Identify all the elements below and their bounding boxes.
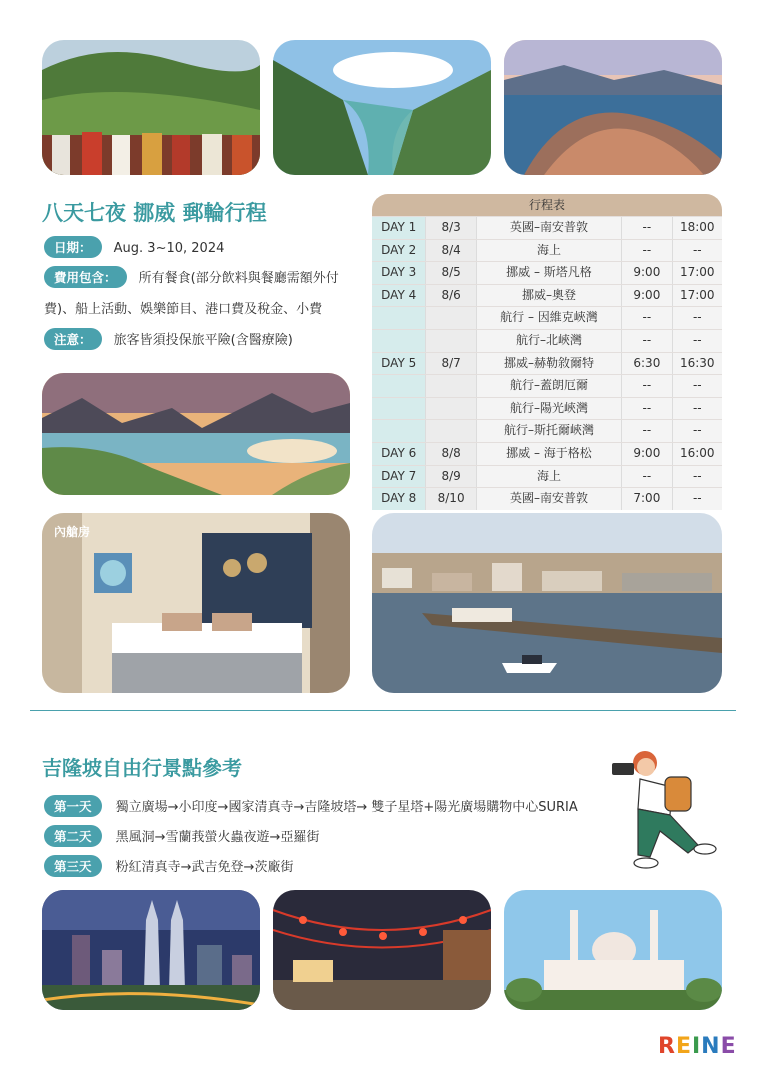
departure-time-cell: 17:00 <box>672 262 722 284</box>
table-row <box>372 374 722 397</box>
date-cell: 8/7 <box>425 353 475 375</box>
photo-stavanger-harbor <box>372 513 722 693</box>
fee-value-line2: 費)、船上活動、娛樂節目、港口費及稅金、小費 <box>44 302 323 317</box>
table-row <box>372 487 722 510</box>
day-cell <box>372 398 425 420</box>
destination-cell: 海上 <box>476 466 621 488</box>
itinerary-table <box>372 194 722 510</box>
logo-letter: E <box>720 1034 737 1059</box>
table-row <box>372 419 722 442</box>
photographer-illustration <box>610 745 720 875</box>
destination-cell: 英國–南安普敦 <box>476 217 621 239</box>
itinerary-header: 行程表 <box>372 194 722 216</box>
day-cell: DAY 5 <box>372 353 425 375</box>
photo-bergen-houses <box>42 40 260 175</box>
photo-fjord <box>273 40 491 175</box>
destination-cell: 挪威 – 海于格松 <box>476 443 621 465</box>
destination-cell: 航行–陽光峽灣 <box>476 398 621 420</box>
day3-text: 粉紅清真寺→武吉免登→茨廠街 <box>115 860 294 875</box>
day-cell <box>372 307 425 329</box>
table-row <box>372 329 722 352</box>
day-cell: DAY 8 <box>372 488 425 510</box>
table-row <box>372 239 722 262</box>
kl-title: 吉隆坡自由行景點參考 <box>42 756 242 780</box>
norway-cruise-title: 八天七夜 挪威 郵輪行程 <box>42 201 267 225</box>
destination-cell: 挪威–赫勒敘爾特 <box>476 353 621 375</box>
photo-alesund <box>504 40 722 175</box>
arrival-time-cell: -- <box>621 420 671 442</box>
date-cell: 8/8 <box>425 443 475 465</box>
table-row <box>372 352 722 375</box>
day1-text: 獨立廣場→小印度→國家清真寺→吉隆坡塔→ 雙子星塔+陽光廣場購物中心SURIA <box>115 800 578 815</box>
arrival-time-cell: -- <box>621 398 671 420</box>
table-row <box>372 284 722 307</box>
date-info <box>44 236 224 258</box>
table-row <box>372 216 722 239</box>
arrival-time-cell: 9:00 <box>621 285 671 307</box>
day-cell: DAY 7 <box>372 466 425 488</box>
fee-info-cont <box>44 298 322 317</box>
table-row <box>372 397 722 420</box>
arrival-time-cell: -- <box>621 240 671 262</box>
kl-day-3 <box>44 855 293 877</box>
fee-label: 費用包含： <box>44 266 127 288</box>
day2-text: 黑風洞→雪蘭莪螢火蟲夜遊→亞羅街 <box>115 830 320 845</box>
destination-cell: 航行–蓋朗厄爾 <box>476 375 621 397</box>
date-cell: 8/9 <box>425 466 475 488</box>
fee-info <box>44 266 339 288</box>
departure-time-cell: -- <box>672 488 722 510</box>
date-cell <box>425 307 475 329</box>
departure-time-cell: -- <box>672 240 722 262</box>
date-label: 日期： <box>44 236 102 258</box>
photo-kl-skyline <box>42 890 260 1010</box>
day1-label: 第一天 <box>44 795 102 817</box>
photo-jalan-alor <box>273 890 491 1010</box>
date-value: Aug. 3~10, 2024 <box>113 241 225 256</box>
day2-label: 第二天 <box>44 825 102 847</box>
arrival-time-cell: 7:00 <box>621 488 671 510</box>
day3-label: 第三天 <box>44 855 102 877</box>
departure-time-cell: -- <box>672 398 722 420</box>
date-cell <box>425 375 475 397</box>
note-label: 注意： <box>44 328 102 350</box>
logo-letter: I <box>691 1034 702 1059</box>
departure-time-cell: -- <box>672 466 722 488</box>
destination-cell: 挪威–奧登 <box>476 285 621 307</box>
day-cell: DAY 3 <box>372 262 425 284</box>
date-cell: 8/6 <box>425 285 475 307</box>
logo-letter: E <box>675 1034 692 1059</box>
logo-letter: N <box>701 1034 721 1059</box>
departure-time-cell: 16:00 <box>672 443 722 465</box>
photo-pink-mosque <box>504 890 722 1010</box>
date-cell: 8/4 <box>425 240 475 262</box>
date-cell <box>425 330 475 352</box>
date-cell <box>425 420 475 442</box>
day-cell: DAY 4 <box>372 285 425 307</box>
day-cell: DAY 1 <box>372 217 425 239</box>
logo-letter: R <box>658 1034 676 1059</box>
day-cell <box>372 375 425 397</box>
arrival-time-cell: -- <box>621 466 671 488</box>
departure-time-cell: -- <box>672 375 722 397</box>
table-row <box>372 261 722 284</box>
cabin-label: 內艙房 <box>54 525 91 539</box>
arrival-time-cell: 6:30 <box>621 353 671 375</box>
destination-cell: 海上 <box>476 240 621 262</box>
table-row <box>372 306 722 329</box>
departure-time-cell: 16:30 <box>672 353 722 375</box>
date-cell: 8/5 <box>425 262 475 284</box>
fee-value-line1: 所有餐食(部分飲料與餐廳需額外付 <box>138 271 339 286</box>
departure-time-cell: 18:00 <box>672 217 722 239</box>
note-value: 旅客皆須投保旅平險(含醫療險) <box>113 333 293 348</box>
date-cell: 8/10 <box>425 488 475 510</box>
destination-cell: 航行–斯托爾峽灣 <box>476 420 621 442</box>
reine-logo <box>658 1034 737 1059</box>
destination-cell: 挪威 – 斯塔凡格 <box>476 262 621 284</box>
arrival-time-cell: 9:00 <box>621 262 671 284</box>
arrival-time-cell: -- <box>621 307 671 329</box>
departure-time-cell: 17:00 <box>672 285 722 307</box>
destination-cell: 航行 – 因維克峽灣 <box>476 307 621 329</box>
section-divider <box>30 710 736 711</box>
day-cell <box>372 420 425 442</box>
note-info <box>44 328 293 350</box>
arrival-time-cell: -- <box>621 217 671 239</box>
photo-inside-cabin <box>42 513 350 693</box>
departure-time-cell: -- <box>672 330 722 352</box>
destination-cell: 英國–南安普敦 <box>476 488 621 510</box>
day-cell: DAY 6 <box>372 443 425 465</box>
arrival-time-cell: -- <box>621 375 671 397</box>
day-cell: DAY 2 <box>372 240 425 262</box>
day-cell <box>372 330 425 352</box>
destination-cell: 航行–北峽灣 <box>476 330 621 352</box>
table-row <box>372 465 722 488</box>
photo-lofoten-beach <box>42 373 350 495</box>
table-row <box>372 442 722 465</box>
kl-day-2 <box>44 825 319 847</box>
arrival-time-cell: 9:00 <box>621 443 671 465</box>
kl-day-1 <box>44 795 578 817</box>
arrival-time-cell: -- <box>621 330 671 352</box>
date-cell: 8/3 <box>425 217 475 239</box>
itinerary-rows <box>372 216 722 510</box>
departure-time-cell: -- <box>672 307 722 329</box>
date-cell <box>425 398 475 420</box>
departure-time-cell: -- <box>672 420 722 442</box>
